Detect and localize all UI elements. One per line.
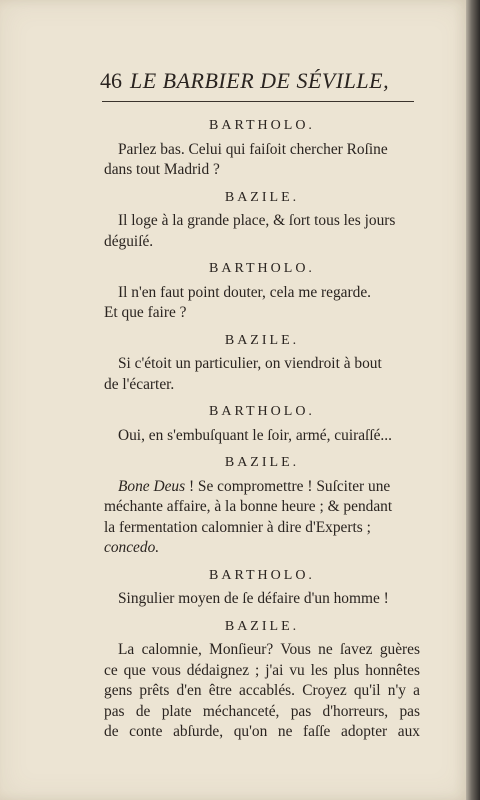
speaker-name: BARTHOLO. bbox=[209, 261, 315, 276]
dialogue-line: Si c'étoit un particulier, on viendroit à bout bbox=[118, 355, 382, 372]
dialogue-line: Singulier moyen de ſe défaire d'un homme ! bbox=[118, 590, 389, 607]
dialogue-line: Et que faire ? bbox=[104, 304, 187, 321]
dialogue-line: Il n'en faut point douter, cela me regarde. bbox=[118, 283, 371, 301]
dialogue-line bbox=[104, 477, 420, 498]
dialogue-line: concedo. bbox=[104, 539, 160, 556]
latin-phrase: Bone Deus bbox=[118, 477, 186, 495]
dialogue-line: la fermentation calomnier à dire d'Experts ; bbox=[104, 518, 371, 536]
header-rule bbox=[102, 101, 414, 102]
dialogue-line: dans tout Madrid ? bbox=[104, 161, 220, 178]
dialogue-line: de l'écarter. bbox=[104, 375, 175, 393]
speaker-name: BARTHOLO. bbox=[209, 118, 315, 133]
speaker-name: BAZILE. bbox=[224, 618, 300, 634]
page-text bbox=[104, 110, 420, 743]
dialogue-line: méchante affaire, à la bonne heure ; & pendant bbox=[104, 498, 393, 515]
dialogue-line-rest: ! Se compromettre ! Suſciter une bbox=[185, 477, 391, 495]
dialogue-line: Oui, en s'embuſquant le ſoir, armé, cuiraſſé... bbox=[118, 426, 392, 444]
dialogue-line: Il loge à la grande place, & ſort tous les jours bbox=[118, 212, 396, 229]
dialogue-line: Parlez bas. Celui qui faiſoit chercher Roſine bbox=[118, 140, 388, 158]
page-number: 46 bbox=[100, 68, 122, 93]
speaker-name: BAZILE. bbox=[224, 455, 300, 470]
dialogue-line: gens prêts d'en être accablés. Croyez qu'il n'y a bbox=[104, 682, 420, 699]
speaker-name: BAZILE. bbox=[224, 189, 300, 205]
running-title: LE BARBIER DE SÉVILLE, bbox=[130, 68, 390, 93]
page-header bbox=[100, 68, 420, 94]
dialogue-line: de conte abſurde, qu'on ne faſſe adopter aux bbox=[104, 723, 420, 740]
speaker-name: BARTHOLO. bbox=[209, 567, 315, 583]
dialogue-line: déguiſé. bbox=[104, 232, 154, 250]
dialogue-line: ce que vous dédaignez ; j'ai vu les plus honnêtes bbox=[104, 661, 420, 679]
dialogue-line: La calomnie, Monſieur? Vous ne ſavez guères bbox=[118, 641, 420, 658]
speaker-name: BAZILE. bbox=[224, 332, 300, 348]
speaker-name: BARTHOLO. bbox=[209, 404, 315, 419]
book-edge bbox=[466, 0, 480, 800]
dialogue-line: pas de plate méchanceté, pas d'horreurs, pas bbox=[104, 702, 420, 720]
